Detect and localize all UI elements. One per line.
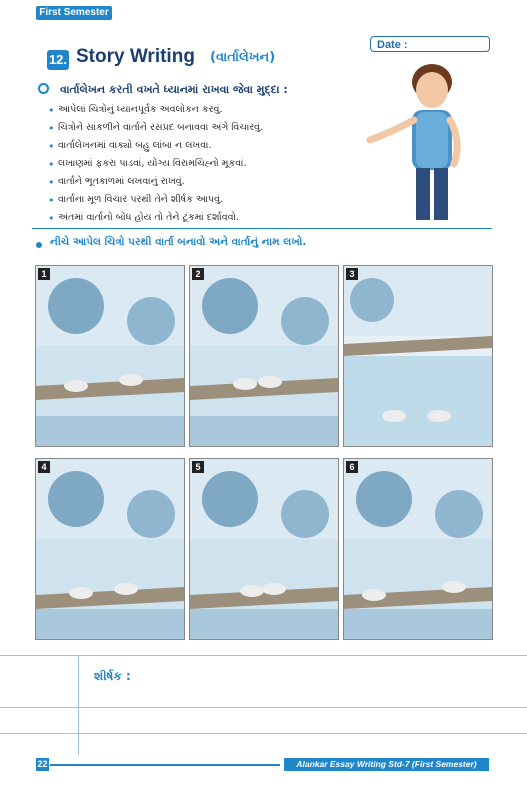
instruction-bullet-icon bbox=[36, 242, 42, 248]
heading-bullet-icon bbox=[38, 83, 49, 94]
panel-number: 4 bbox=[38, 461, 50, 473]
tip-item: • ચિત્રોને સાંકળીને વાર્તાને રસપ્રદ બનાવવા અંગે વિચારવું. bbox=[58, 122, 263, 133]
story-panel-1 bbox=[35, 265, 185, 447]
margin-line bbox=[78, 655, 79, 755]
writing-line[interactable] bbox=[0, 733, 527, 734]
story-panel-5 bbox=[189, 458, 339, 640]
boy-illustration bbox=[362, 52, 492, 228]
writing-line bbox=[0, 655, 527, 656]
panel-number: 2 bbox=[192, 268, 204, 280]
page-number: 22 bbox=[37, 759, 48, 769]
writing-line[interactable] bbox=[0, 707, 527, 708]
tip-item: • લખાણમાં ફકરા પાડવાં, યોગ્ય વિરામચિહ્નો મૂકવાં. bbox=[58, 158, 247, 169]
panel-number: 1 bbox=[38, 268, 50, 280]
footer-bar bbox=[50, 764, 280, 766]
panel-number: 6 bbox=[346, 461, 358, 473]
section-divider bbox=[32, 228, 492, 229]
instruction-text: નીચે આપેલ ચિત્રો પરથી વાર્તા બનાવો અને વાર્તાનું નામ લખો. bbox=[50, 236, 307, 248]
book-title: Alankar Essay Writing Std-7 (First Semester) bbox=[284, 758, 489, 771]
tips-heading: વાર્તાલેખન કરતી વખતે ધ્યાનમાં રાખવા જેવા મુદ્દા : bbox=[60, 83, 288, 96]
tip-item: • વાર્તાના મૂળ વિચાર પરથી તેને શીર્ષક આપવું. bbox=[58, 194, 223, 205]
page-title-gujarati: (વાર્તાલેખન) bbox=[210, 50, 276, 65]
story-panel-3 bbox=[343, 265, 493, 447]
story-panel-4 bbox=[35, 458, 185, 640]
semester-tag: First Semester bbox=[36, 6, 112, 20]
title-field-label: શીર્ષક : bbox=[94, 669, 131, 683]
tip-item: • આપેલાં ચિત્રોનું ધ્યાનપૂર્વક અવલોકન કરવું. bbox=[58, 104, 222, 115]
story-panel-6 bbox=[343, 458, 493, 640]
page-title: Story Writing bbox=[76, 46, 195, 67]
tip-item: • વાર્તાને ભૂતકાળમાં લખવાનું રાખવું. bbox=[58, 176, 185, 187]
date-field[interactable]: Date : bbox=[370, 36, 490, 52]
tip-item: • અંતમાં વાર્તાનો બોધ હોય તો તેને ટૂંકમાં દર્શાવવો. bbox=[58, 212, 239, 223]
panel-number: 3 bbox=[346, 268, 358, 280]
tip-item: • વાર્તાલેખનમાં વાક્યો બહુ લાંબા ન લખવા. bbox=[58, 140, 212, 151]
chapter-number: 12. bbox=[47, 50, 69, 70]
panel-number: 5 bbox=[192, 461, 204, 473]
story-panel-2 bbox=[189, 265, 339, 447]
